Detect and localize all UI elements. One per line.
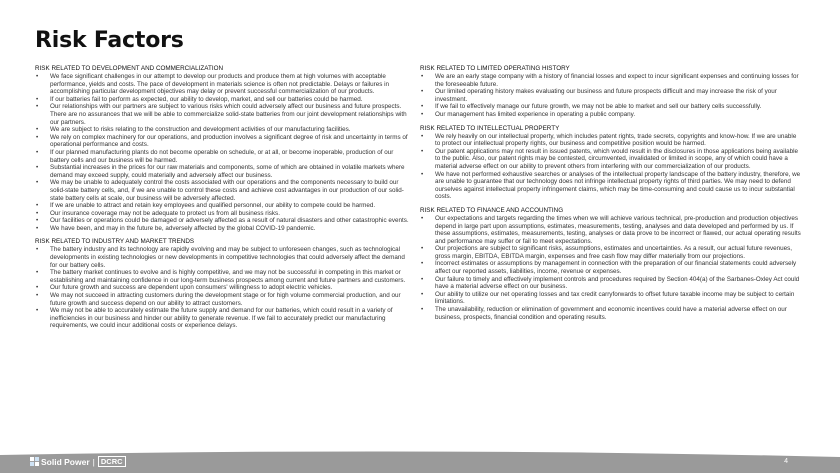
page-title: Risk Factors — [35, 28, 184, 53]
risk-item: • Our relationships with our partners are subject to various risks which could adversely affect our business and future prospects. There are no assurances that we will be able to commercialize solid-state batteries from our joint development relationships with our partners. — [35, 103, 411, 126]
section-heading: RISK RELATED TO INDUSTRY AND MARKET TRENDS — [35, 238, 195, 246]
risk-item: • We face significant challenges in our attempt to develop our products and produce them at high volumes with acceptable performance, yields and costs. The pace of development in materials science is often not predictable. Delays or failures in accomplishing particular development objectives may delay or prevent successful commercialization of our products. — [35, 73, 411, 96]
risk-section — [420, 207, 802, 321]
risk-list — [420, 133, 802, 201]
right-column — [420, 65, 802, 327]
risk-item: • Our facilities or operations could be damaged or adversely affected as a result of natural disasters and other catastrophic events. — [35, 217, 411, 225]
risk-item: • Our patent applications may not result in issued patents, which would result in the disclosures in those applications being available to the public. Also, our patent rights may be contested, circumvented, invalidated or limited in scope, any of which could have a material adverse effect on our ability to prevent others from interfering with our commercialization of our products. — [420, 148, 802, 171]
brand-name: Solid Power — [41, 456, 90, 467]
partner-logo: DCRC — [98, 456, 126, 467]
risk-item: • If we fail to effectively manage our future growth, we may not be able to market and sell our battery cells successfully. — [420, 103, 802, 111]
risk-item: • Our management has limited experience in operating a public company. — [420, 111, 802, 119]
left-column — [35, 65, 411, 336]
solid-power-logo-icon — [30, 457, 39, 466]
risk-item: • We are an early stage company with a history of financial losses and expect to incur significant expenses and continuing losses for the foreseeable future. — [420, 73, 802, 88]
risk-item: • The battery market continues to evolve and is highly competitive, and we may not be successful in competing in this market or establishing and maintaining confidence in our long-term business prospects among current and future partners and customers. — [35, 269, 411, 284]
risk-section — [35, 238, 411, 330]
section-heading: RISK RELATED TO INTELLECTUAL PROPERTY — [420, 124, 560, 132]
section-heading: RISK RELATED TO DEVELOPMENT AND COMMERCIALIZATION — [35, 65, 224, 72]
risk-item: • We are subject to risks relating to the construction and development activities of our manufacturing facilities. — [35, 126, 411, 134]
risk-item: • If we are unable to attract and retain key employees and qualified personnel, our ability to compete could be harmed. — [35, 202, 411, 210]
risk-item: • Our insurance coverage may not be adequate to protect us from all business risks. — [35, 210, 411, 218]
risk-item: • Our failure to timely and effectively implement controls and procedures required by Section 404(a) of the Sarbanes-Oxley Act could have a material adverse effect on our business. — [420, 276, 802, 291]
risk-section — [35, 65, 411, 232]
risk-item: • We may not be able to accurately estimate the future supply and demand for our batteries, which could result in a variety of inefficiencies in our business and hinder our ability to generate revenue. If we fail to accurately predict our manufacturing requirements, we could incur additional costs or experience delays. — [35, 307, 411, 330]
risk-list — [420, 215, 802, 321]
risk-item: • Our future growth and success are dependent upon consumers' willingness to adopt electric vehicles. — [35, 284, 411, 292]
risk-item: • Our limited operating history makes evaluating our business and future prospects difficult and may increase the risk of your investment. — [420, 88, 802, 103]
risk-item: • We rely heavily on our intellectual property, which includes patent rights, trade secrets, copyrights and know-how. If we are unable to protect our intellectual property rights, our business and competitive position would be harmed. — [420, 133, 802, 148]
risk-item: • We may not succeed in attracting customers during the development stage or for high volume commercial production, and our future growth and success depend on our ability to attract customers. — [35, 292, 411, 307]
risk-list — [420, 73, 802, 119]
section-heading: RISK RELATED TO FINANCE AND ACCOUNTING — [420, 206, 564, 214]
logo-separator: | — [92, 456, 95, 467]
risk-item: • We rely on complex machinery for our operations, and production involves a significant degree of risk and uncertainty in terms of operational performance and costs. — [35, 134, 411, 149]
risk-list — [35, 246, 411, 330]
risk-item: • The battery industry and its technology are rapidly evolving and may be subject to unforeseen changes, such as technological developments in existing technologies or new developments in competitive technologies that could adversely affect the demand for our battery cells. — [35, 246, 411, 269]
risk-item: • Our projections are subject to significant risks, assumptions, estimates and uncertainties. As a result, our actual future revenues, gross margin, EBITDA, EBITDA margin, expenses and free cash flow may differ materially from our projections. — [420, 245, 802, 260]
section-heading: RISK RELATED TO LIMITED OPERATING HISTORY — [420, 65, 570, 72]
risk-item: • Substantial increases in the prices for our raw materials and components, some of which are obtained in volatile markets where demand may exceed supply, could materially and adversely affect our business. — [35, 164, 411, 179]
risk-item: • The unavailability, reduction or elimination of government and economic incentives could have a material adverse effect on our business, prospects, financial condition and operating results. — [420, 306, 802, 321]
company-logo — [30, 456, 126, 467]
risk-list — [35, 73, 411, 232]
risk-item: • Incorrect estimates or assumptions by management in connection with the preparation of our financial statements could adversely affect our reported assets, liabilities, income, revenue or expenses. — [420, 260, 802, 275]
risk-item: • If our planned manufacturing plants do not become operable on schedule, or at all, or become inoperable, production of our battery cells and our business will be harmed. — [35, 149, 411, 164]
risk-section — [420, 65, 802, 119]
footer-band — [0, 449, 840, 473]
footer — [0, 449, 840, 473]
page-number: 4 — [784, 458, 788, 465]
risk-item: • We have been, and may in the future be, adversely affected by the global COVID-19 pandemic. — [35, 225, 411, 233]
risk-item: • If our batteries fail to perform as expected, our ability to develop, market, and sell our batteries could be harmed. — [35, 96, 411, 104]
risk-item: • Our ability to utilize our net operating losses and tax credit carryforwards to offset future taxable income may be subject to certain limitations. — [420, 291, 802, 306]
risk-item: • We may be unable to adequately control the costs associated with our operations and the components necessary to build our solid-state battery cells, and, if we are unable to control these costs and achieve cost advantages in our production of our solid-state battery cells at scale, our business will be adversely affected. — [35, 179, 411, 202]
risk-item: • Our expectations and targets regarding the times when we will achieve various technical, pre-production and production objectives depend in large part upon assumptions, estimates, measurements, testing, analyses and data developed and performed by us. If these assumptions, estimates, measurements, testing, analyses or data prove to be incorrect or flawed, our actual operating results and performance may suffer or fail to meet expectations. — [420, 215, 802, 245]
risk-item: • We have not performed exhaustive searches or analyses of the intellectual property landscape of the battery industry, therefore, we are unable to guarantee that our technology does not infringe intellectual property rights of third parties. We may need to defend ourselves against intellectual property infringement claims, which may be time-consuming and could cause us to incur substantial costs. — [420, 171, 802, 201]
risk-section — [420, 125, 802, 201]
